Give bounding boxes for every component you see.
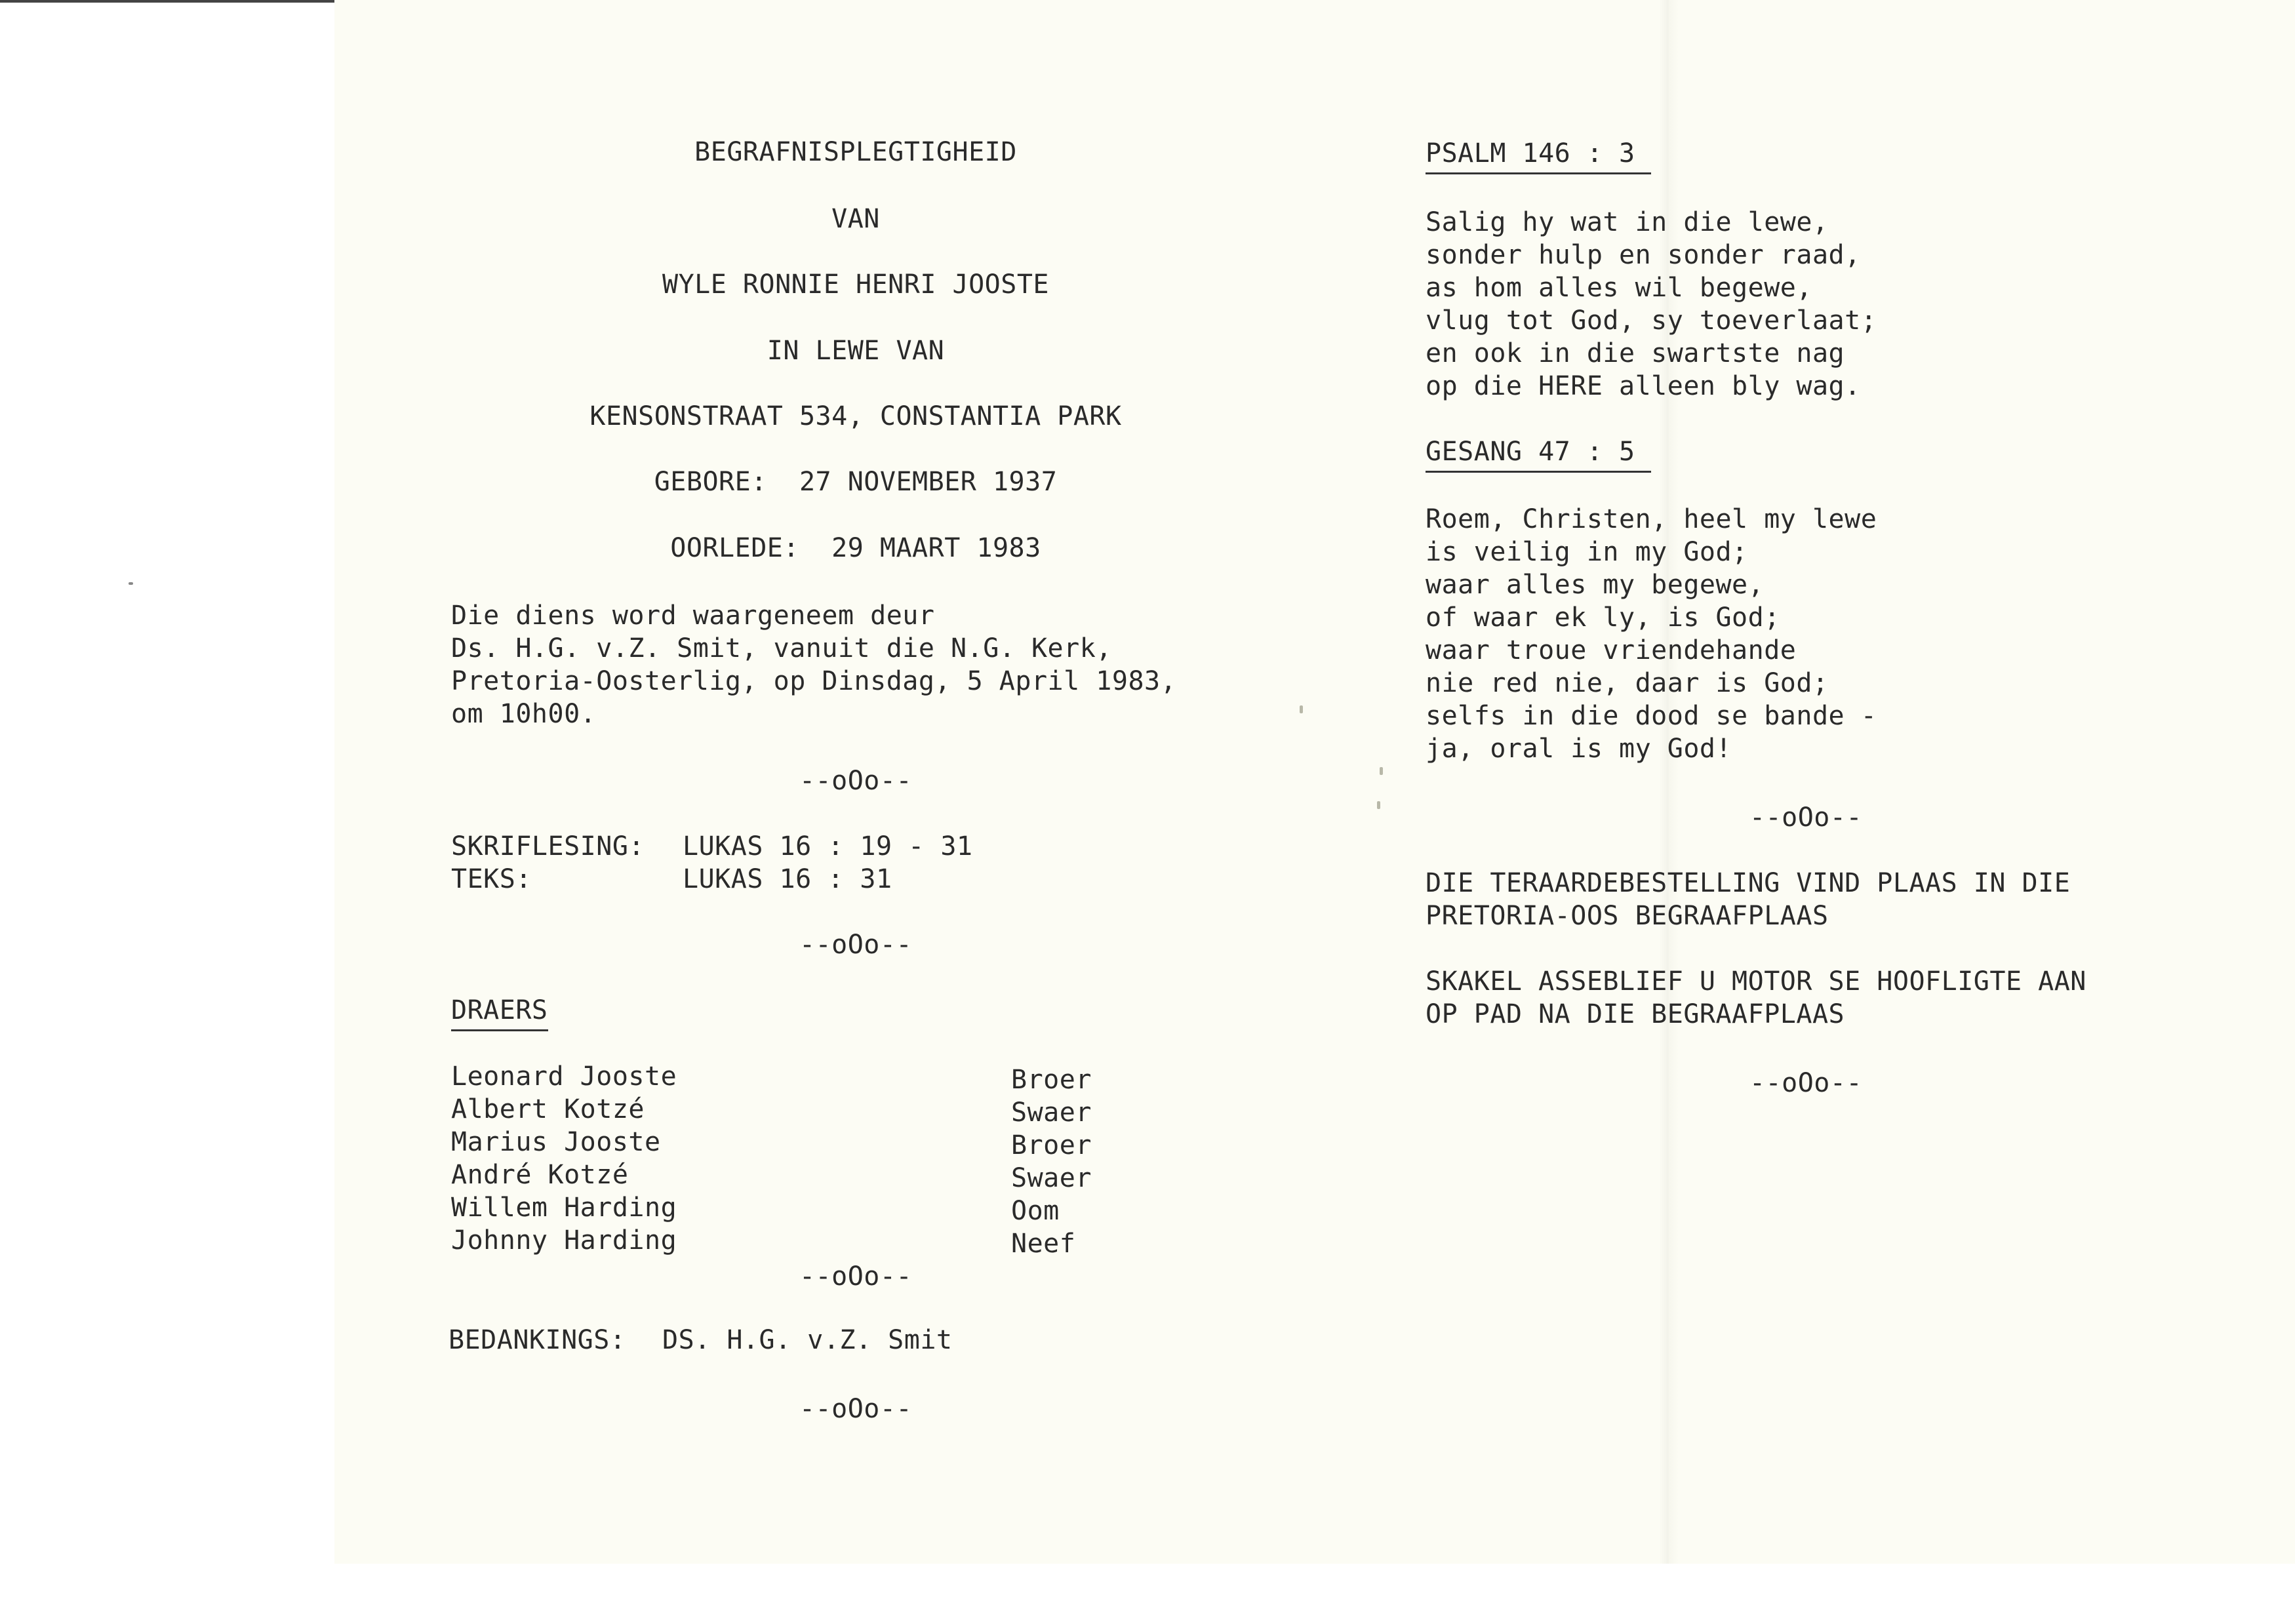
separator: --oOo--	[799, 1394, 913, 1424]
teks-value: LUKAS 16 : 31	[683, 864, 892, 894]
draer-relation: Swaer	[1011, 1163, 1092, 1193]
psalm-heading: PSALM 146 : 3	[1426, 138, 1635, 168]
burial-notice-line: PRETORIA-OOS BEGRAAFPLAAS	[1426, 901, 1829, 931]
service-line: Ds. H.G. v.Z. Smit, vanuit die N.G. Kerk,	[451, 633, 1112, 663]
bedankings-value: DS. H.G. v.Z. Smit	[662, 1325, 953, 1355]
gesang-line: Roem, Christen, heel my lewe	[1426, 504, 1877, 534]
headlights-notice-line: OP PAD NA DIE BEGRAAFPLAAS	[1426, 999, 1845, 1029]
draer-name: André Kotzé	[451, 1160, 629, 1190]
draer-relation: Broer	[1011, 1065, 1092, 1095]
service-line: om 10h00.	[451, 699, 597, 729]
draer-name: Albert Kotzé	[451, 1094, 645, 1124]
gesang-line: waar alles my begewe,	[1426, 570, 1765, 600]
gesang-line: nie red nie, daar is God;	[1426, 668, 1829, 698]
burial-notice-line: DIE TERAARDEBESTELLING VIND PLAAS IN DIE	[1426, 868, 2071, 898]
fold-mark	[1300, 705, 1303, 713]
psalm-line: vlug tot God, sy toeverlaat;	[1426, 306, 1877, 336]
skriflesing-label: SKRIFLESING:	[451, 831, 645, 862]
draers-heading: DRAERS	[451, 995, 548, 1025]
separator: --oOo--	[799, 1261, 913, 1292]
gesang-line: is veilig in my God;	[1426, 537, 1748, 567]
heading-title: BEGRAFNISPLEGTIGHEID	[694, 137, 1017, 167]
separator: --oOo--	[1749, 802, 1863, 833]
draer-relation: Broer	[1011, 1130, 1092, 1160]
heading-died: OORLEDE: 29 MAART 1983	[670, 533, 1041, 563]
gesang-line: selfs in die dood se bande -	[1426, 701, 1877, 731]
service-line: Die diens word waargeneem deur	[451, 601, 935, 631]
gesang-line: waar troue vriendehande	[1426, 635, 1797, 665]
draer-name: Leonard Jooste	[451, 1061, 677, 1092]
gesang-heading: GESANG 47 : 5	[1426, 437, 1635, 467]
bedankings-label: BEDANKINGS:	[449, 1325, 626, 1355]
teks-label: TEKS:	[451, 864, 532, 894]
psalm-line: en ook in die swartste nag	[1426, 338, 1845, 368]
separator: --oOo--	[1749, 1068, 1863, 1098]
service-line: Pretoria-Oosterlig, op Dinsdag, 5 April 1983,	[451, 666, 1177, 696]
psalm-line: op die HERE alleen bly wag.	[1426, 371, 1861, 401]
fold-mark	[1380, 767, 1383, 775]
headlights-notice-line: SKAKEL ASSEBLIEF U MOTOR SE HOOFLIGTE AAN	[1426, 966, 2086, 997]
gesang-underline	[1426, 471, 1651, 473]
skriflesing-value: LUKAS 16 : 19 - 31	[683, 831, 973, 862]
draer-name: Marius Jooste	[451, 1127, 661, 1157]
gesang-line: of waar ek ly, is God;	[1426, 603, 1780, 633]
heading-van: VAN	[831, 204, 880, 234]
scan-edge-line	[0, 0, 334, 3]
psalm-line: Salig hy wat in die lewe,	[1426, 207, 1829, 237]
draer-relation: Oom	[1011, 1196, 1060, 1226]
psalm-underline	[1426, 172, 1651, 174]
scan-speck	[129, 582, 133, 585]
gesang-line: ja, oral is my God!	[1426, 734, 1732, 764]
draer-name: Johnny Harding	[451, 1225, 677, 1256]
funeral-program-sheet	[334, 0, 2295, 1564]
psalm-line: sonder hulp en sonder raad,	[1426, 240, 1861, 270]
heading-deceased-name: WYLE RONNIE HENRI JOOSTE	[662, 269, 1049, 300]
separator: --oOo--	[799, 766, 913, 796]
draer-name: Willem Harding	[451, 1193, 677, 1223]
separator: --oOo--	[799, 930, 913, 960]
draer-relation: Swaer	[1011, 1098, 1092, 1128]
draers-underline	[451, 1029, 548, 1031]
psalm-line: as hom alles wil begewe,	[1426, 273, 1812, 303]
fold-mark	[1377, 801, 1380, 809]
draer-relation: Neef	[1011, 1229, 1076, 1259]
heading-address: KENSONSTRAAT 534, CONSTANTIA PARK	[589, 401, 1122, 431]
heading-born: GEBORE: 27 NOVEMBER 1937	[654, 467, 1058, 497]
heading-in-lewe-van: IN LEWE VAN	[767, 336, 945, 366]
